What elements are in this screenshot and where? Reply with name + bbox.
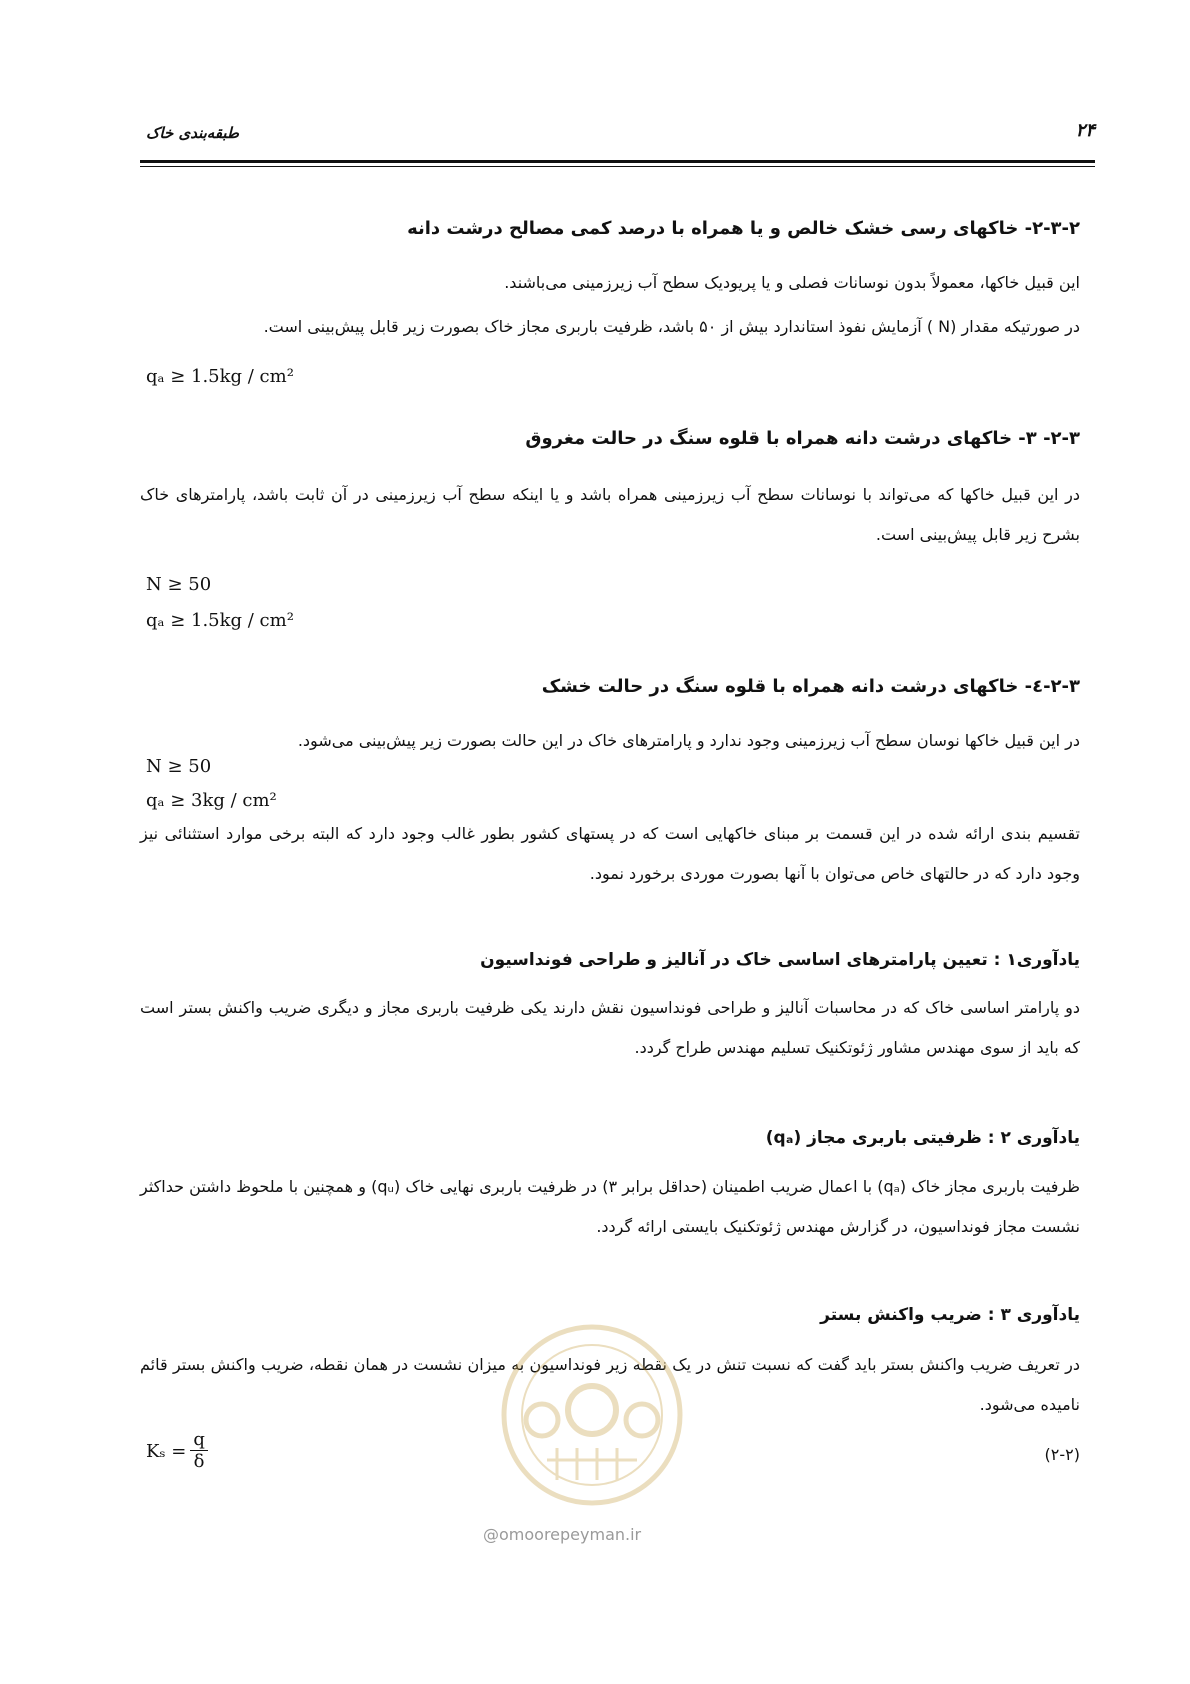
paragraph: این قبیل خاکها، معمولاً بدون نوسانات فصلی و یا پریودیک سطح آب زیرزمینی می‌باشند. xyxy=(504,273,1080,292)
fraction xyxy=(190,1430,208,1473)
watermark-text: @omoorepeyman.ir xyxy=(483,1525,642,1544)
paragraph: در تعریف ضریب واکنش بستر باید گفت که نسبت تنش در یک نقطه زیر فونداسیون به میزان نشست در همان نقطه، ضریب واکنش بستر قائم نامیده می‌شود. xyxy=(140,1355,1080,1414)
page-number: ۲۴ xyxy=(1075,120,1095,141)
fraction-denominator: δ xyxy=(193,1451,205,1472)
equation-number: (۲-۲) xyxy=(1044,1445,1080,1464)
equation-lhs: Kₛ = xyxy=(146,1441,187,1462)
section-heading-2-3-2: ۲-۳-۲- خاکهای رسی خشک خالص و یا همراه با درصد کمی مصالح درشت دانه xyxy=(407,218,1080,239)
paragraph: ظرفیت باربری مجاز خاک (qₐ) با اعمال ضریب اطمینان (حداقل برابر ۳) در ظرفیت باربری نهایی خاک (qᵤ) و همچنین با ملحوظ داشتن حداکثر نشست مجاز فونداسیون، در گزارش مهندس ژئوتکنیک بایستی ارائه گردد. xyxy=(140,1177,1080,1236)
equation-ks xyxy=(146,1430,208,1473)
header-rule-thin xyxy=(140,166,1095,167)
watermark-seal-icon xyxy=(487,1320,697,1510)
equation: qₐ ≥ 1.5kg / cm² xyxy=(146,610,294,631)
paragraph: تقسیم بندی ارائه شده در این قسمت بر مبنای خاکهایی است که در پستهای کشور بطور غالب وجود دارد که البته برخی موارد استثنائی نیز وجود دارد که در حالتهای خاص می‌توان با آنها بصورت موردی برخورد نمود. xyxy=(140,824,1080,883)
header-rule-thick xyxy=(140,160,1095,163)
fraction-numerator: q xyxy=(190,1430,208,1451)
paragraph: در این قبیل خاکها که می‌تواند با نوسانات سطح آب زیرزمینی همراه باشد و یا اینکه سطح آب زیرزمینی در آن ثابت باشد، پارامترهای خاک بشرح زیر قابل پیش‌بینی است. xyxy=(140,485,1080,544)
page-header-chapter: طبقه‌بندی خاک xyxy=(146,124,239,142)
equation: qₐ ≥ 3kg / cm² xyxy=(146,790,277,811)
paragraph: در صورتیکه مقدار (N ) آزمایش نفوذ استاندارد بیش از ۵۰ باشد، ظرفیت باربری مجاز خاک بصورت زیر قابل پیش‌بینی است. xyxy=(263,317,1080,336)
equation: N ≥ 50 xyxy=(146,756,212,777)
note-heading-1: یادآوری۱ : تعیین پارامترهای اساسی خاک در آنالیز و طراحی فونداسیون xyxy=(480,950,1080,970)
note-heading-2: یادآوری ۲ : ظرفیتی باربری مجاز (qₐ) xyxy=(765,1128,1080,1148)
note-heading-3: یادآوری ۳ : ضریب واکنش بستر xyxy=(820,1305,1080,1325)
equation: N ≥ 50 xyxy=(146,574,212,595)
equation: qₐ ≥ 1.5kg / cm² xyxy=(146,366,294,387)
section-heading-2-3-4: ۲-۳-٤- خاکهای درشت دانه همراه با قلوه سنگ در حالت خشک xyxy=(541,676,1080,697)
paragraph: در این قبیل خاکها نوسان سطح آب زیرزمینی وجود ندارد و پارامترهای خاک در این حالت بصورت زیر پیش‌بینی می‌شود. xyxy=(297,731,1080,750)
section-heading-2-3-3: ۲-۳- ۳- خاکهای درشت دانه همراه با قلوه سنگ در حالت مغروق xyxy=(525,428,1080,449)
paragraph: دو پارامتر اساسی خاک که در محاسبات آنالیز و طراحی فونداسیون نقش دارند یکی ظرفیت باربری مجاز و دیگری ضریب واکنش بستر است که باید از سوی مهندس مشاور ژئوتکنیک تسلیم مهندس طراح گردد. xyxy=(140,998,1080,1057)
